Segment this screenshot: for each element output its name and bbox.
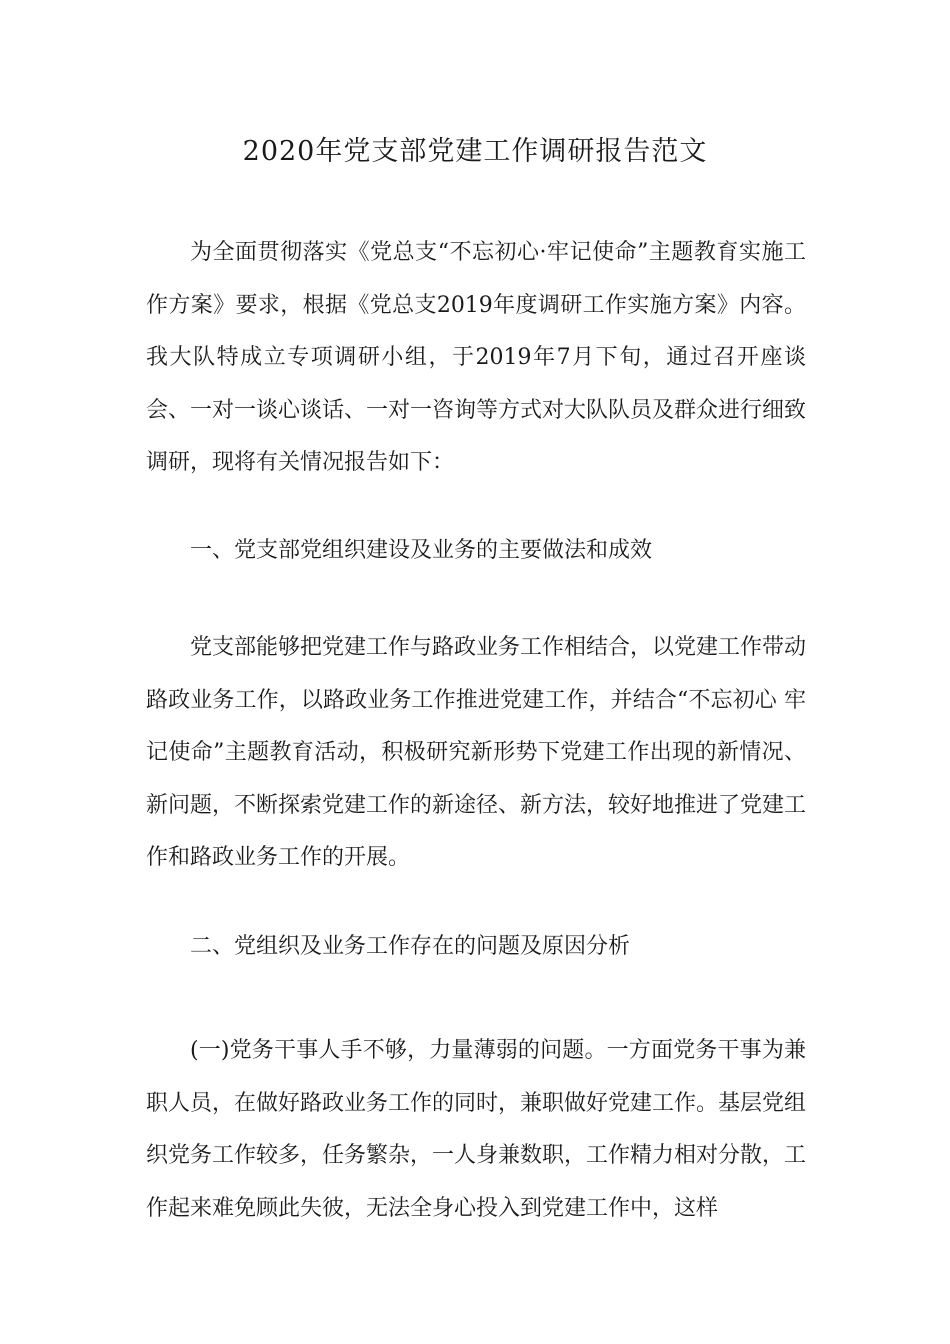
section-2-heading: 二、党组织及业务工作存在的问题及原因分析 (190, 934, 631, 959)
section-1-paragraph: 党支部能够把党建工作与路政业务工作相结合，以党建工作带动路政业务工作，以路政业务工作推进党建工作，并结合“不忘初心 牢记使命”主题教育活动，积极研究新形势下党建工作出现的新情况、新问题，不断探索党建工作的新途径、新方法，较好地推进了党建工作和路政业务工作的开展。 (146, 635, 807, 870)
section-1-heading: 一、党支部党组织建设及业务的主要做法和成效 (190, 538, 653, 563)
section-2-item-1-paragraph: (一)党务干事人手不够，力量薄弱的问题。一方面党务干事为兼职人员，在做好路政业务工作的同时，兼职做好党建工作。基层党组织党务工作较多，任务繁杂，一人身兼数职，工作精力相对分散，工作起来难免顾此失彼，无法全身心投入到党建工作中，这样 (146, 1038, 807, 1221)
document-title: 2020年党支部党建工作调研报告范文 (242, 136, 708, 167)
intro-paragraph: 为全面贯彻落实《党总支“不忘初心·牢记使命”主题教育实施工作方案》要求，根据《党总支2019年度调研工作实施方案》内容。我大队特成立专项调研小组，于2019年7月下旬，通过召开座谈会、一对一谈心谈话、一对一咨询等方式对大队队员及群众进行细致调研，现将有关情况报告如下： (146, 240, 807, 475)
